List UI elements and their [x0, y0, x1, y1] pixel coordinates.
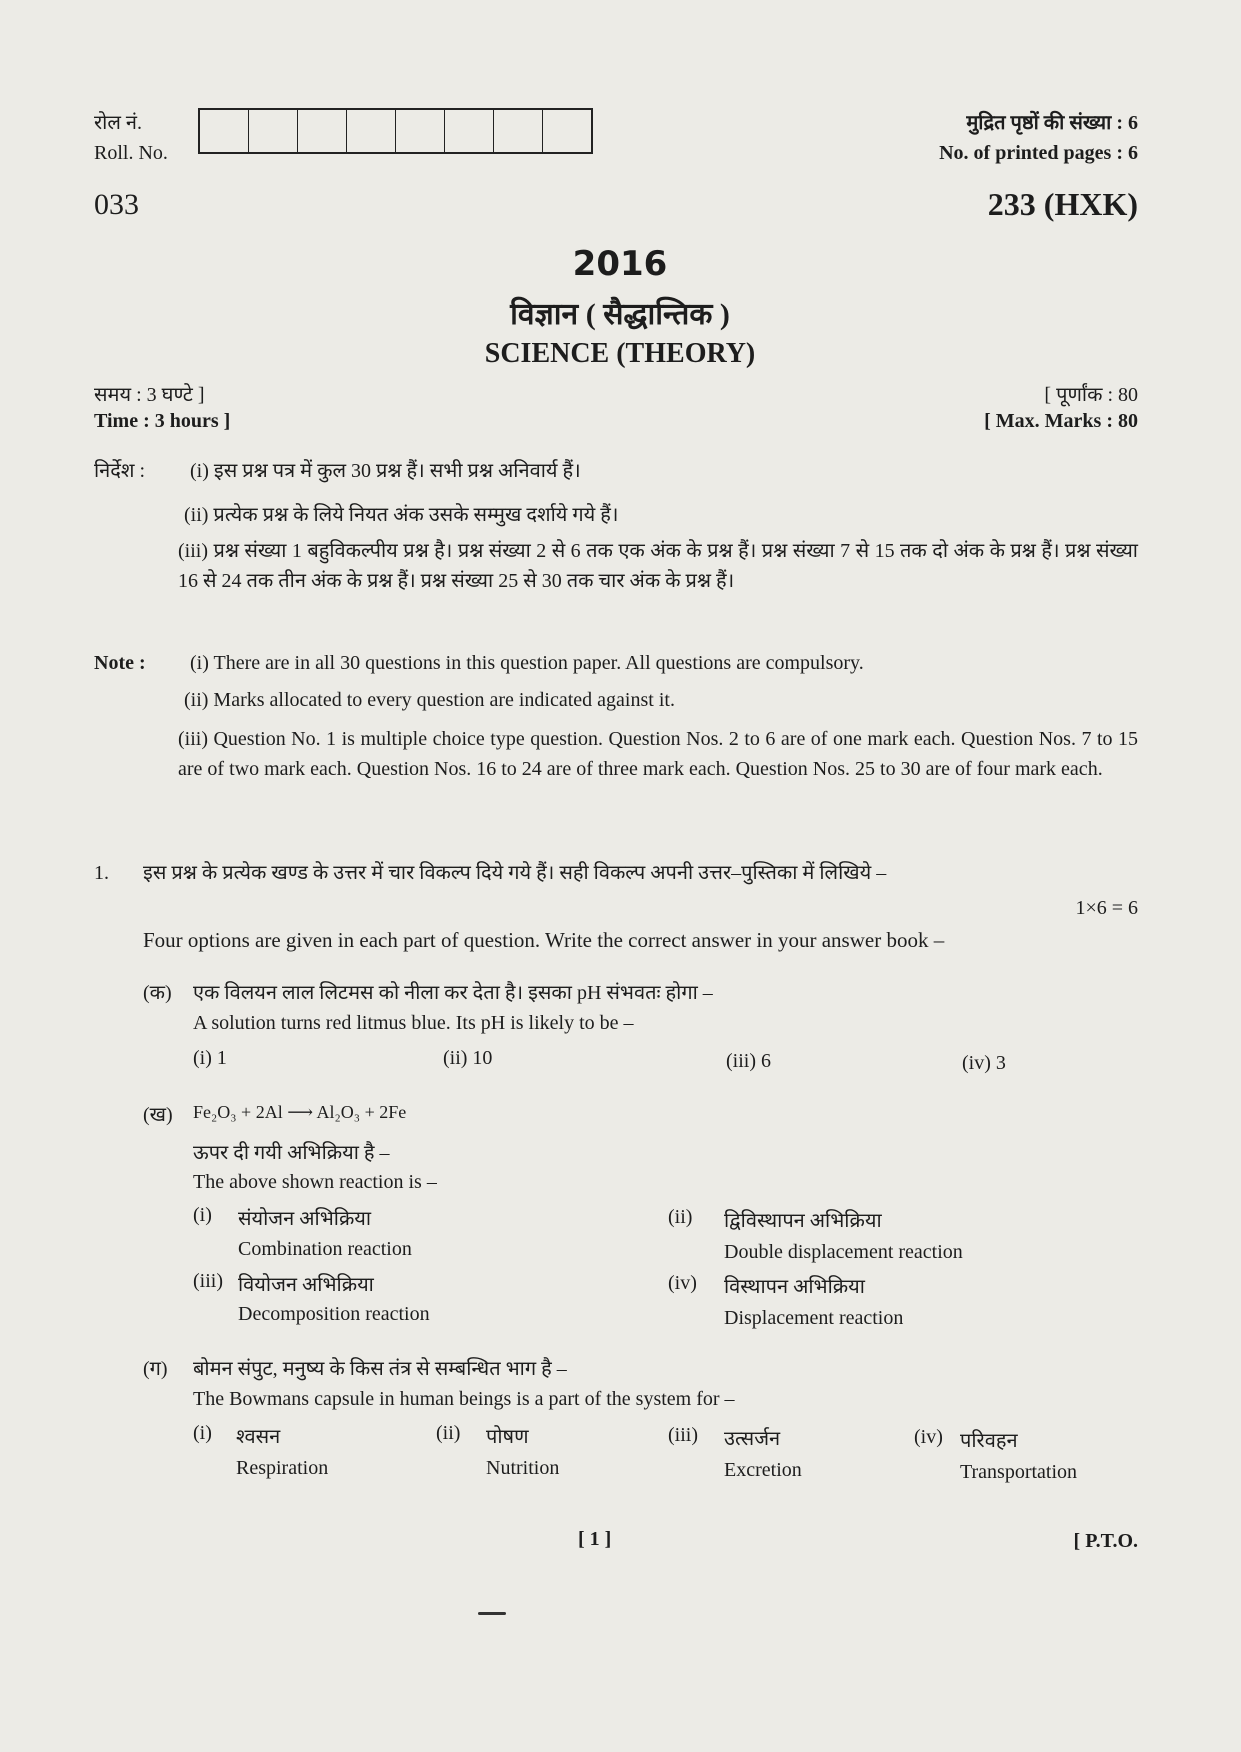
question-1-marks: 1×6 = 6	[1075, 897, 1138, 919]
paper-code-left: 033	[94, 188, 139, 221]
printed-pages-hindi: मुद्रित पृष्ठों की संख्या : 6	[966, 112, 1138, 134]
part-a-option-4[interactable]: (iv) 3	[962, 1052, 1006, 1074]
part-a-option-2[interactable]: (ii) 10	[443, 1047, 493, 1069]
note-3: (iii) Question No. 1 is multiple choice type question. Question Nos. 2 to 6 are of one mark each. Question Nos. 7 to 15 are of two mark each. Question Nos. 16 to 24 are of three mark each. Question Nos. 25 to 30 are of four mark each.	[178, 728, 1138, 780]
reaction-equation: Fe₂O₃ + 2Al ⟶ Al₂O₃ + 2Fe	[193, 1102, 407, 1122]
please-turn-over: [ P.T.O.	[1073, 1530, 1138, 1552]
part-c-option-1-hindi[interactable]: श्वसन	[236, 1426, 281, 1448]
roll-box[interactable]	[347, 110, 396, 152]
part-b-option-3-english[interactable]: Decomposition reaction	[238, 1303, 430, 1325]
instruction-hindi-3: (iii) प्रश्न संख्या 1 बहुविकल्पीय प्रश्न है। प्रश्न संख्या 2 से 6 तक एक अंक के प्रश्न हैं। प्रश्न संख्या 7 से 15 तक दो अंक के प्रश्न हैं। प्रश्न संख्या 16 से 24 तक तीन अंक के प्रश्न हैं। प्रश्न संख्या 25 से 30 तक चार अंक के प्रश्न हैं।	[178, 540, 1138, 592]
part-b-hindi: ऊपर दी गयी अभिक्रिया है –	[193, 1142, 390, 1164]
part-c-option-1-num: (i)	[193, 1422, 212, 1444]
part-c-option-2-english[interactable]: Nutrition	[486, 1457, 560, 1479]
subject-title-hindi: विज्ञान ( सैद्धान्तिक )	[510, 298, 730, 331]
paper-code-right: 233 (HXK)	[987, 186, 1138, 222]
part-b-label: (ख)	[143, 1104, 173, 1126]
part-a-hindi: एक विलयन लाल लिटमस को नीला कर देता है। इसका pH संभवतः होगा –	[193, 982, 713, 1004]
part-b-option-2-hindi[interactable]: द्विविस्थापन अभिक्रिया	[724, 1210, 882, 1232]
part-b-option-3-num: (iii)	[193, 1270, 223, 1292]
note-label: Note :	[94, 652, 146, 674]
part-a-option-1[interactable]: (i) 1	[193, 1047, 227, 1069]
part-c-option-2-num: (ii)	[436, 1422, 461, 1444]
roll-label: Roll. No.	[94, 142, 168, 164]
printed-pages: No. of printed pages : 6	[939, 142, 1138, 164]
roll-number-boxes[interactable]	[198, 108, 593, 154]
roll-box[interactable]	[445, 110, 494, 152]
part-c-option-4-english[interactable]: Transportation	[960, 1461, 1078, 1483]
max-marks: [ Max. Marks : 80	[984, 410, 1138, 432]
scan-mark	[478, 1612, 506, 1615]
part-a-english: A solution turns red litmus blue. Its pH is likely to be –	[193, 1012, 634, 1034]
time-hindi: समय : 3 घण्टे ]	[94, 384, 205, 406]
roll-box[interactable]	[396, 110, 445, 152]
subject-title: SCIENCE (THEORY)	[484, 338, 756, 369]
part-c-option-2-hindi[interactable]: पोषण	[486, 1426, 529, 1448]
roll-box[interactable]	[494, 110, 543, 152]
part-c-label: (ग)	[143, 1358, 168, 1380]
note-2: (ii) Marks allocated to every question are indicated against it.	[184, 689, 675, 711]
question-1-english: Four options are given in each part of question. Write the correct answer in your answer book –	[143, 928, 945, 952]
part-c-hindi: बोमन संपुट, मनुष्य के किस तंत्र से सम्बन्धित भाग है –	[193, 1358, 567, 1380]
note-1: (i) There are in all 30 questions in this question paper. All questions are compulsory.	[190, 652, 864, 674]
part-a-label: (क)	[143, 982, 172, 1004]
roll-label-hindi: रोल नं.	[94, 112, 143, 134]
part-b-option-1-english[interactable]: Combination reaction	[238, 1238, 412, 1260]
part-c-option-4-hindi[interactable]: परिवहन	[960, 1430, 1018, 1452]
instruction-hindi-1: (i) इस प्रश्न पत्र में कुल 30 प्रश्न हैं। सभी प्रश्न अनिवार्य हैं।	[190, 460, 581, 482]
part-b-option-2-english[interactable]: Double displacement reaction	[724, 1241, 963, 1263]
question-1-hindi: इस प्रश्न के प्रत्येक खण्ड के उत्तर में चार विकल्प दिये गये हैं। सही विकल्प अपनी उत्तर–पुस्तिका में लिखिये –	[143, 862, 887, 884]
max-marks-hindi: [ पूर्णांक : 80	[1044, 384, 1138, 406]
part-b-option-2-num: (ii)	[668, 1206, 693, 1228]
part-b-english: The above shown reaction is –	[193, 1171, 437, 1193]
part-b-option-4-english[interactable]: Displacement reaction	[724, 1307, 904, 1329]
part-b-option-4-hindi[interactable]: विस्थापन अभिक्रिया	[724, 1276, 865, 1298]
instructions-label-hindi: निर्देश :	[94, 460, 146, 482]
part-b-option-3-hindi[interactable]: वियोजन अभिक्रिया	[238, 1274, 374, 1296]
part-c-option-3-num: (iii)	[668, 1424, 698, 1446]
part-c-option-4-num: (iv)	[914, 1426, 943, 1448]
part-b-option-1-hindi[interactable]: संयोजन अभिक्रिया	[238, 1208, 372, 1230]
question-number: 1.	[94, 862, 109, 884]
roll-box[interactable]	[200, 110, 249, 152]
roll-box[interactable]	[249, 110, 298, 152]
part-c-option-1-english[interactable]: Respiration	[236, 1457, 329, 1479]
part-a-option-3[interactable]: (iii) 6	[726, 1050, 771, 1072]
roll-box[interactable]	[298, 110, 347, 152]
part-b-option-4-num: (iv)	[668, 1272, 697, 1294]
instruction-hindi-2: (ii) प्रत्येक प्रश्न के लिये नियत अंक उसके सम्मुख दर्शाये गये हैं।	[184, 504, 619, 526]
part-c-option-3-hindi[interactable]: उत्सर्जन	[724, 1428, 781, 1450]
part-c-english: The Bowmans capsule in human beings is a part of the system for –	[193, 1388, 735, 1410]
exam-year: 2016	[572, 244, 668, 284]
part-c-option-3-english[interactable]: Excretion	[724, 1459, 802, 1481]
page-number: [ 1 ]	[578, 1528, 612, 1550]
part-b-option-1-num: (i)	[193, 1204, 212, 1226]
roll-box[interactable]	[543, 110, 591, 152]
time-allowed: Time : 3 hours ]	[94, 410, 231, 432]
